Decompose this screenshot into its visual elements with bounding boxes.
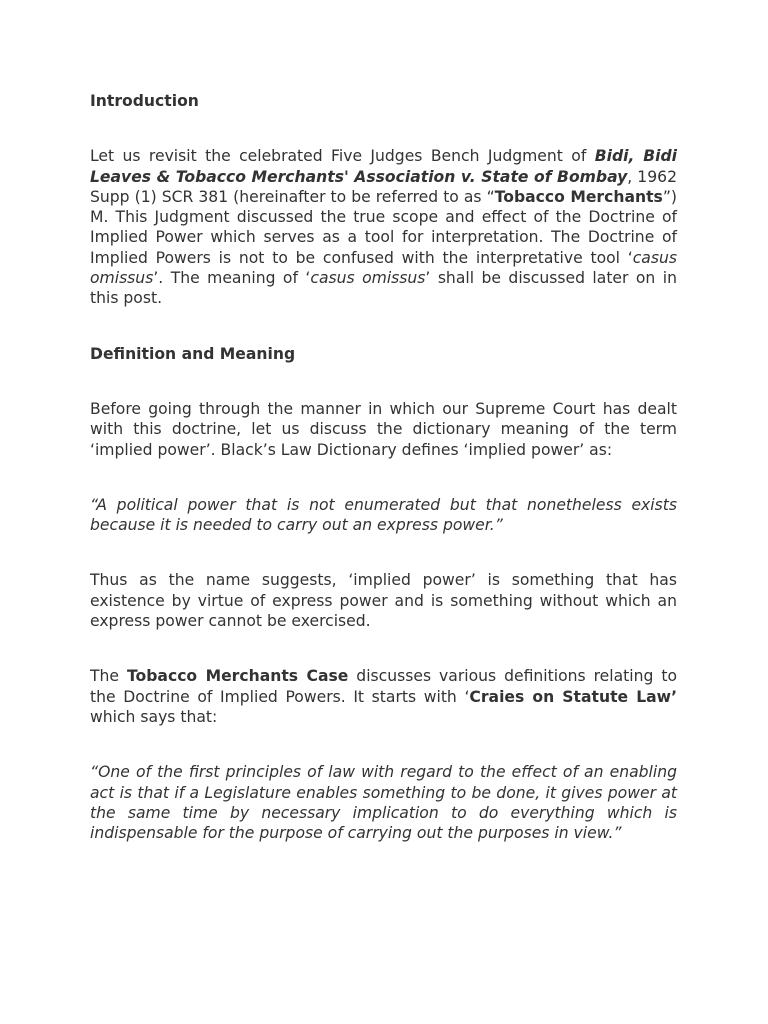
spacer (90, 111, 677, 146)
intro-text-1: Let us revisit the celebrated Five Judges Bench Judgment of (90, 147, 595, 166)
definition-heading: Definition and Meaning (90, 344, 296, 363)
latin-term-1: casus omissus (90, 248, 677, 288)
spacer (90, 309, 677, 344)
spacer (90, 727, 677, 762)
spacer (90, 631, 677, 666)
intro-text-4: ’. The meaning of ‘ (153, 269, 311, 288)
intro-text-3: ”) M. This Judgment discussed the true scope and effect of the Doctrine of Implied Power which serves as a tool for interpretation. The Doctrine of Implied Powers is not to be confused with the interpretative tool ‘ (90, 187, 677, 267)
source-title: Craies on Statute Law’ (469, 687, 677, 706)
spacer (90, 460, 677, 495)
case-title: Tobacco Merchants Case (126, 667, 349, 686)
case-paragraph (90, 666, 677, 727)
definition-paragraph: Before going through the manner in which our Supreme Court has dealt with this doctrine, let us discuss the dictionary meaning of the term ‘implied power’. Black’s Law Dictionary defines ‘implied power’ as: (90, 399, 677, 459)
intro-text-5: ’ shall be discussed later on in this post. (90, 269, 677, 308)
intro-text-2: , 1962 Supp (1) SCR 381 (hereinafter to be referred to as “ (90, 167, 677, 206)
document-body (90, 91, 677, 843)
case-text-3: which says that: (90, 707, 218, 726)
blacks-law-quote: “A political power that is not enumerated but that nonetheless exists because it is needed to carry out an express power.” (90, 495, 677, 535)
latin-term-2: casus omissus (310, 269, 426, 288)
spacer (90, 364, 677, 399)
intro-paragraph (90, 146, 677, 308)
spacer (90, 535, 677, 570)
short-case-name: Tobacco Merchants (494, 187, 663, 206)
case-text-1: The (90, 667, 127, 686)
case-name: Bidi, Bidi Leaves & Tobacco Merchants' Association v. State of Bombay (90, 147, 677, 186)
introduction-heading: Introduction (90, 92, 199, 110)
craies-quote: “One of the first principles of law with regard to the effect of an enabling act is that if a Legislature enables something to be done, it gives power at the same time by necessary implication to do everything which is indispensable for the purpose of carrying out the purposes in view.” (90, 763, 677, 843)
thus-paragraph: Thus as the name suggests, ‘implied power’ is something that has existence by virtue of express power and is something without which an express power cannot be exercised. (90, 571, 677, 631)
case-text-2: discusses various definitions relating to the Doctrine of Implied Powers. It starts with ‘ (90, 667, 677, 706)
